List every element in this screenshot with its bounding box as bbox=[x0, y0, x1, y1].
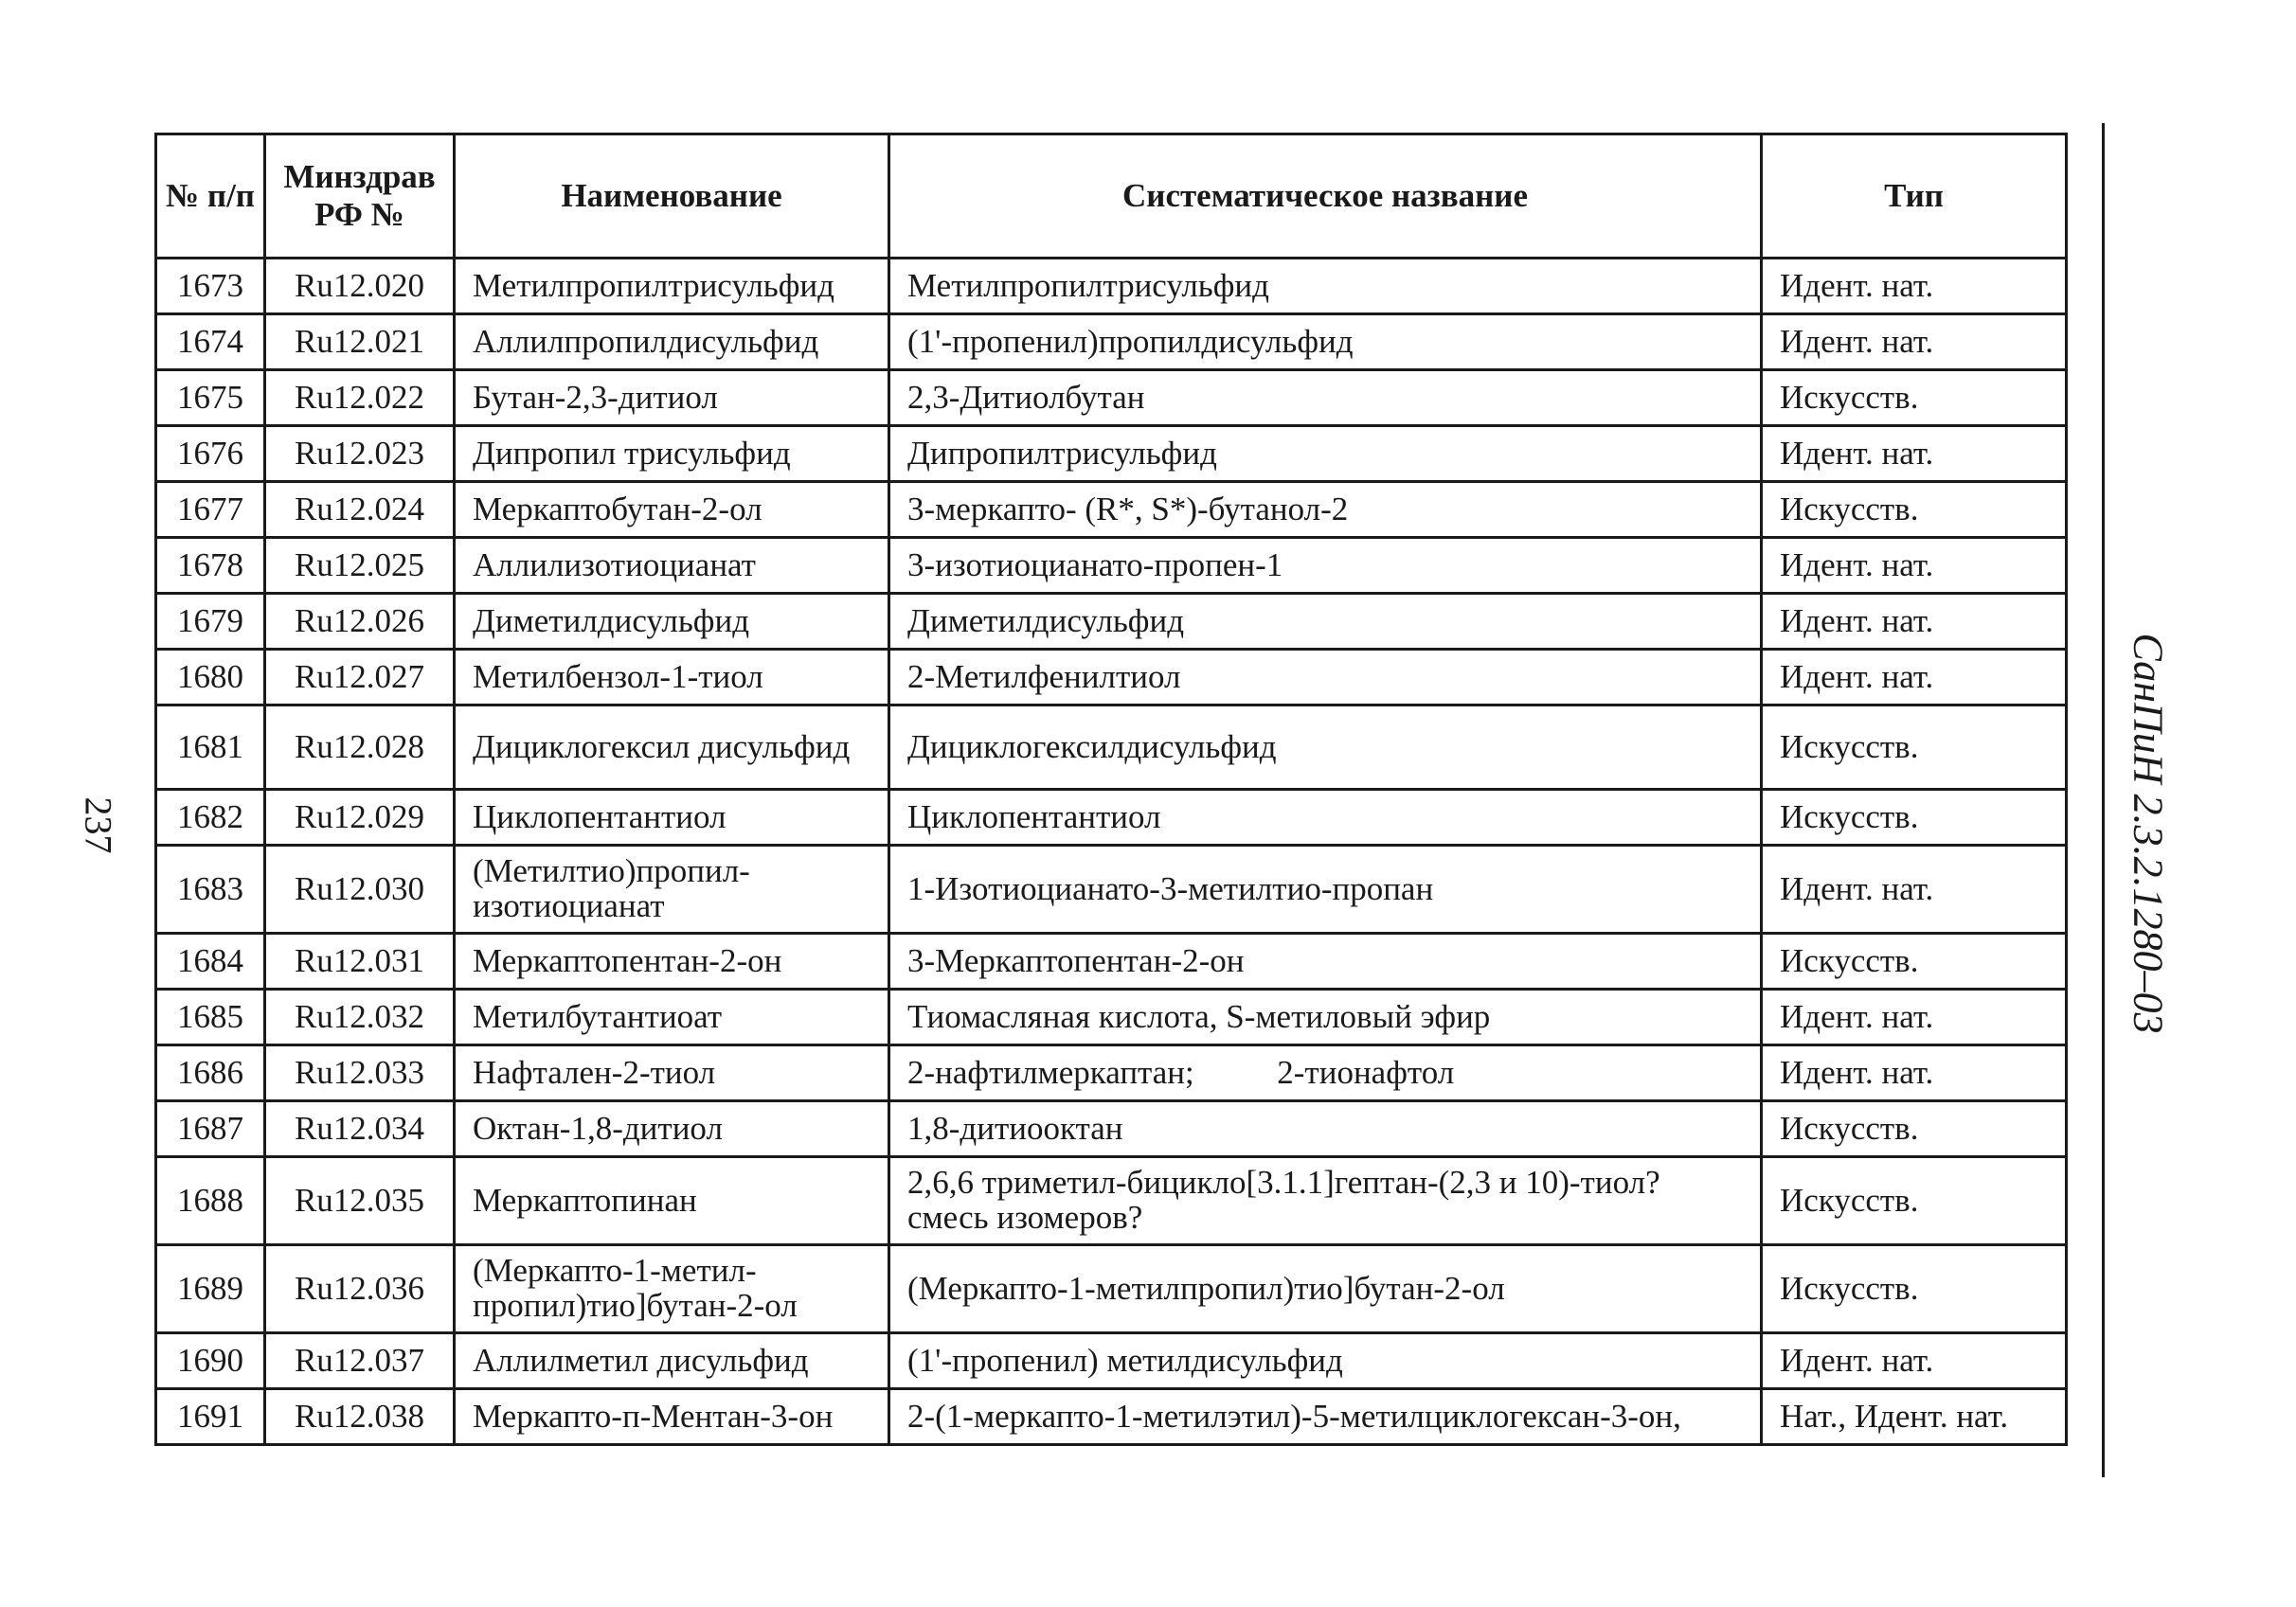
header-type: Тип bbox=[1762, 134, 2067, 259]
cell-sys: Тиомасляная кислота, S-метиловый эфир bbox=[889, 990, 1762, 1045]
cell-type: Идент. нат. bbox=[1762, 846, 2067, 934]
cell-num: 1675 bbox=[156, 370, 265, 426]
cell-reg: Ru12.037 bbox=[265, 1333, 455, 1389]
margin-vertical-rule bbox=[2102, 123, 2105, 1477]
cell-sys: 2-нафтилмеркаптан; 2-тионафтол bbox=[889, 1045, 1762, 1101]
cell-num: 1684 bbox=[156, 934, 265, 990]
cell-name: Октан-1,8-дитиол bbox=[455, 1101, 889, 1157]
table-row bbox=[156, 1389, 2067, 1445]
cell-reg: Ru12.034 bbox=[265, 1101, 455, 1157]
cell-name: Нафтален-2-тиол bbox=[455, 1045, 889, 1101]
table-row bbox=[156, 1245, 2067, 1333]
cell-num: 1678 bbox=[156, 538, 265, 594]
cell-sys: 2,3-Дитиолбутан bbox=[889, 370, 1762, 426]
cell-reg: Ru12.025 bbox=[265, 538, 455, 594]
cell-reg: Ru12.026 bbox=[265, 594, 455, 650]
table-row bbox=[156, 1333, 2067, 1389]
cell-num: 1685 bbox=[156, 990, 265, 1045]
cell-sys: 2-Метилфенилтиол bbox=[889, 650, 1762, 705]
cell-num: 1677 bbox=[156, 482, 265, 538]
cell-num: 1679 bbox=[156, 594, 265, 650]
cell-reg: Ru12.029 bbox=[265, 790, 455, 846]
cell-num: 1686 bbox=[156, 1045, 265, 1101]
cell-num: 1690 bbox=[156, 1333, 265, 1389]
cell-name: Дициклогексил дисульфид bbox=[455, 705, 889, 790]
cell-type: Искусств. bbox=[1762, 790, 2067, 846]
table-row bbox=[156, 482, 2067, 538]
cell-reg: Ru12.024 bbox=[265, 482, 455, 538]
cell-reg: Ru12.022 bbox=[265, 370, 455, 426]
cell-type: Искусств. bbox=[1762, 705, 2067, 790]
table-row bbox=[156, 1157, 2067, 1245]
cell-num: 1688 bbox=[156, 1157, 265, 1245]
cell-name: Меркаптопинан bbox=[455, 1157, 889, 1245]
cell-name: Циклопентантиол bbox=[455, 790, 889, 846]
document-code-text: СанПиН 2.3.2.1280–03 bbox=[2125, 633, 2172, 1034]
cell-reg: Ru12.033 bbox=[265, 1045, 455, 1101]
header-name: Наименование bbox=[455, 134, 889, 259]
cell-sys: Дипропилтрисульфид bbox=[889, 426, 1762, 482]
cell-reg: Ru12.036 bbox=[265, 1245, 455, 1333]
cell-sys: (1'-пропенил)пропилдисульфид bbox=[889, 314, 1762, 370]
page-number: 237 bbox=[77, 796, 120, 854]
cell-num: 1680 bbox=[156, 650, 265, 705]
table-row bbox=[156, 426, 2067, 482]
cell-reg: Ru12.030 bbox=[265, 846, 455, 934]
table-header-row bbox=[156, 134, 2067, 259]
cell-sys: Дициклогексилдисульфид bbox=[889, 705, 1762, 790]
cell-sys: (1'-пропенил) метилдисульфид bbox=[889, 1333, 1762, 1389]
cell-type: Идент. нат. bbox=[1762, 426, 2067, 482]
cell-num: 1687 bbox=[156, 1101, 265, 1157]
cell-type: Идент. нат. bbox=[1762, 538, 2067, 594]
cell-name: Меркапто-п-Ментан-3-он bbox=[455, 1389, 889, 1445]
cell-num: 1673 bbox=[156, 259, 265, 314]
cell-type: Искусств. bbox=[1762, 482, 2067, 538]
cell-sys: Метилпропилтрисульфид bbox=[889, 259, 1762, 314]
flavoring-substances-table bbox=[154, 133, 2068, 1446]
table-row bbox=[156, 314, 2067, 370]
cell-num: 1689 bbox=[156, 1245, 265, 1333]
cell-sys: 1,8-дитиооктан bbox=[889, 1101, 1762, 1157]
cell-type: Искусств. bbox=[1762, 1245, 2067, 1333]
cell-type: Искусств. bbox=[1762, 1101, 2067, 1157]
cell-sys: 3-изотиоцианато-пропен-1 bbox=[889, 538, 1762, 594]
cell-num: 1691 bbox=[156, 1389, 265, 1445]
cell-num: 1682 bbox=[156, 790, 265, 846]
table-row bbox=[156, 650, 2067, 705]
cell-sys: 3-Меркаптопентан-2-он bbox=[889, 934, 1762, 990]
cell-sys: Циклопентантиол bbox=[889, 790, 1762, 846]
cell-reg: Ru12.023 bbox=[265, 426, 455, 482]
cell-name: Аллилизотиоцианат bbox=[455, 538, 889, 594]
table-row bbox=[156, 259, 2067, 314]
cell-reg: Ru12.021 bbox=[265, 314, 455, 370]
header-sys: Систематическое название bbox=[889, 134, 1762, 259]
cell-sys: Диметилдисульфид bbox=[889, 594, 1762, 650]
table-row bbox=[156, 705, 2067, 790]
cell-num: 1681 bbox=[156, 705, 265, 790]
document-table-wrapper bbox=[154, 133, 2065, 1446]
table-row bbox=[156, 934, 2067, 990]
cell-name: Дипропил трисульфид bbox=[455, 426, 889, 482]
cell-num: 1676 bbox=[156, 426, 265, 482]
cell-name: Аллилпропилдисульфид bbox=[455, 314, 889, 370]
cell-type: Искусств. bbox=[1762, 370, 2067, 426]
cell-num: 1683 bbox=[156, 846, 265, 934]
cell-reg: Ru12.038 bbox=[265, 1389, 455, 1445]
cell-sys: 3-меркапто- (R*, S*)-бутанол-2 bbox=[889, 482, 1762, 538]
cell-type: Идент. нат. bbox=[1762, 650, 2067, 705]
cell-name: (Метилтио)пропил-изотиоцианат bbox=[455, 846, 889, 934]
cell-type: Идент. нат. bbox=[1762, 314, 2067, 370]
cell-name: Меркаптобутан-2-ол bbox=[455, 482, 889, 538]
table-row bbox=[156, 846, 2067, 934]
cell-type: Идент. нат. bbox=[1762, 594, 2067, 650]
cell-name: Аллилметил дисульфид bbox=[455, 1333, 889, 1389]
cell-reg: Ru12.028 bbox=[265, 705, 455, 790]
cell-reg: Ru12.035 bbox=[265, 1157, 455, 1245]
table-row bbox=[156, 538, 2067, 594]
table-row bbox=[156, 790, 2067, 846]
cell-sys: (Меркапто-1-метилпропил)тио]бутан-2-ол bbox=[889, 1245, 1762, 1333]
cell-sys: 2,6,6 триметил-бицикло[3.1.1]гептан-(2,3 и 10)-тиол? смесь изомеров? bbox=[889, 1157, 1762, 1245]
cell-name: Метилпропилтрисульфид bbox=[455, 259, 889, 314]
cell-name: Бутан-2,3-дитиол bbox=[455, 370, 889, 426]
cell-sys: 2-(1-меркапто-1-метилэтил)-5-метилциклогексан-3-он, bbox=[889, 1389, 1762, 1445]
cell-reg: Ru12.032 bbox=[265, 990, 455, 1045]
cell-name: Метилбензол-1-тиол bbox=[455, 650, 889, 705]
cell-type: Нат., Идент. нат. bbox=[1762, 1389, 2067, 1445]
header-num bbox=[156, 134, 265, 259]
header-reg-label: Минздрав РФ № bbox=[283, 157, 436, 233]
cell-type: Идент. нат. bbox=[1762, 990, 2067, 1045]
table-row bbox=[156, 990, 2067, 1045]
cell-name: Метилбутантиоат bbox=[455, 990, 889, 1045]
cell-reg: Ru12.020 bbox=[265, 259, 455, 314]
cell-name: Меркаптопентан-2-он bbox=[455, 934, 889, 990]
cell-type: Идент. нат. bbox=[1762, 1045, 2067, 1101]
header-num-label: № п/п bbox=[166, 176, 255, 214]
cell-type: Искусств. bbox=[1762, 934, 2067, 990]
table-row bbox=[156, 370, 2067, 426]
cell-num: 1674 bbox=[156, 314, 265, 370]
table-row bbox=[156, 594, 2067, 650]
table-row bbox=[156, 1045, 2067, 1101]
cell-reg: Ru12.031 bbox=[265, 934, 455, 990]
cell-name: (Меркапто-1-метил-пропил)тио]бутан-2-ол bbox=[455, 1245, 889, 1333]
cell-reg: Ru12.027 bbox=[265, 650, 455, 705]
cell-sys: 1-Изотиоцианато-3-метилтио-пропан bbox=[889, 846, 1762, 934]
cell-type: Идент. нат. bbox=[1762, 259, 2067, 314]
cell-type: Идент. нат. bbox=[1762, 1333, 2067, 1389]
cell-type: Искусств. bbox=[1762, 1157, 2067, 1245]
cell-name: Диметилдисульфид bbox=[455, 594, 889, 650]
header-reg bbox=[265, 134, 455, 259]
table-row bbox=[156, 1101, 2067, 1157]
